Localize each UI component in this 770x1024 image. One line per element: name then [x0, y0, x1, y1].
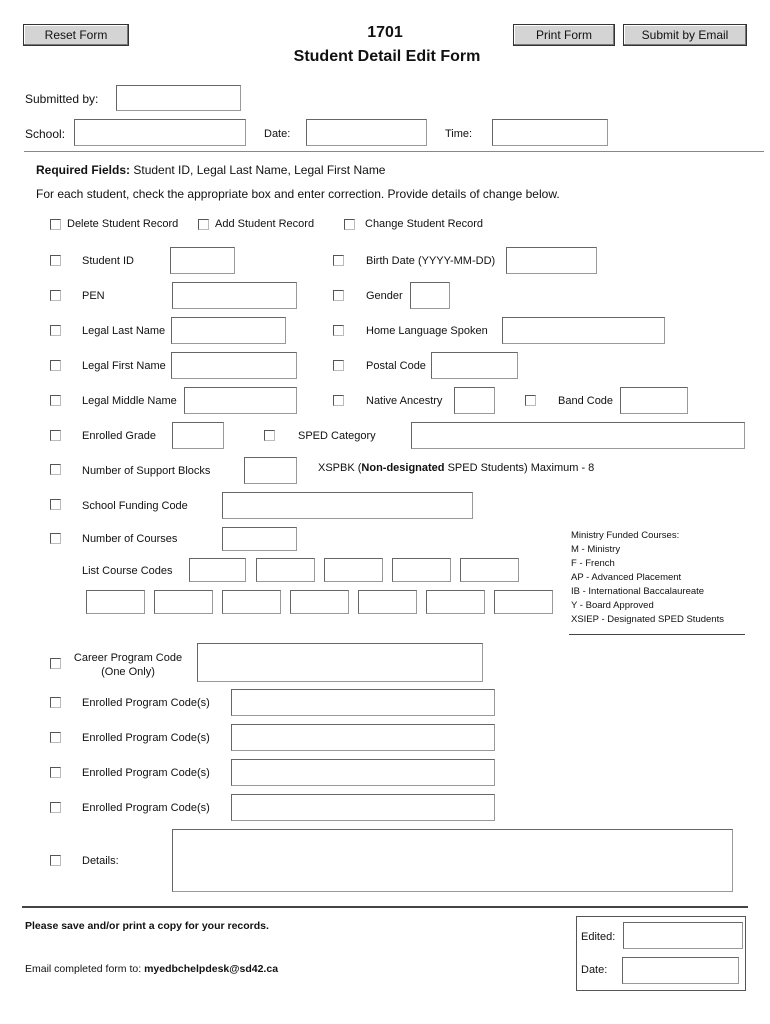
course-code-field[interactable]: [324, 558, 383, 582]
add-record-label: Add Student Record: [215, 218, 315, 230]
postal-code-checkbox[interactable]: [333, 360, 344, 371]
native-ancestry-field[interactable]: [454, 387, 495, 414]
legend-item: XSIEP - Designated SPED Students: [571, 614, 724, 625]
print-form-button[interactable]: Print Form: [513, 24, 615, 46]
course-code-field[interactable]: [460, 558, 519, 582]
date-field[interactable]: [306, 119, 427, 146]
enrolled-program-field[interactable]: [231, 689, 495, 716]
course-code-field[interactable]: [189, 558, 246, 582]
enrolled-program-checkbox[interactable]: [50, 802, 61, 813]
submit-by-email-button[interactable]: Submit by Email: [623, 24, 747, 46]
num-courses-field[interactable]: [222, 527, 297, 551]
edited-label: Edited:: [581, 931, 616, 943]
legal-first-name-field[interactable]: [171, 352, 297, 379]
details-field[interactable]: [172, 829, 733, 892]
course-code-field[interactable]: [222, 590, 281, 614]
sped-category-checkbox[interactable]: [264, 430, 275, 441]
footer-date-label: Date:: [581, 964, 608, 976]
form-number: 1701: [367, 24, 403, 41]
legend-item: IB - International Baccalaureate: [571, 586, 705, 597]
details-checkbox[interactable]: [50, 855, 61, 866]
change-record-checkbox[interactable]: [344, 219, 355, 230]
birth-date-checkbox[interactable]: [333, 255, 344, 266]
course-code-field[interactable]: [290, 590, 349, 614]
native-ancestry-label: Native Ancestry: [366, 395, 443, 407]
legend-underline: [569, 634, 745, 635]
course-code-field[interactable]: [426, 590, 485, 614]
enrolled-program-checkbox[interactable]: [50, 767, 61, 778]
divider-top: [24, 151, 764, 152]
school-label: School:: [25, 127, 66, 141]
legend-title: Ministry Funded Courses:: [571, 530, 680, 541]
required-fields-note: Required Fields: Student ID, Legal Last Name, Legal First Name: [36, 163, 386, 177]
pen-label: PEN: [82, 290, 105, 302]
legal-middle-name-label: Legal Middle Name: [82, 395, 177, 407]
change-record-label: Change Student Record: [365, 218, 484, 230]
reset-form-button[interactable]: Reset Form: [23, 24, 129, 46]
details-label: Details:: [82, 855, 119, 867]
form-title: Student Detail Edit Form: [293, 48, 481, 65]
footer-date-field[interactable]: [622, 957, 739, 984]
support-blocks-checkbox[interactable]: [50, 464, 61, 475]
student-id-field[interactable]: [170, 247, 235, 274]
course-code-field[interactable]: [86, 590, 145, 614]
native-ancestry-checkbox[interactable]: [333, 395, 344, 406]
student-id-label: Student ID: [82, 255, 134, 267]
enrolled-program-field[interactable]: [231, 724, 495, 751]
legal-first-name-checkbox[interactable]: [50, 360, 61, 371]
xspbk-note: XSPBK (Non-designated SPED Students) Maximum - 8: [318, 462, 595, 474]
student-id-checkbox[interactable]: [50, 255, 61, 266]
band-code-checkbox[interactable]: [525, 395, 536, 406]
pen-field[interactable]: [172, 282, 297, 309]
enrolled-program-label: Enrolled Program Code(s): [82, 767, 210, 779]
instruction-text: For each student, check the appropriate box and enter correction. Provide details of change below.: [36, 187, 560, 201]
divider-bottom: [22, 906, 748, 908]
course-code-field[interactable]: [392, 558, 451, 582]
home-language-checkbox[interactable]: [333, 325, 344, 336]
enrolled-program-label: Enrolled Program Code(s): [82, 732, 210, 744]
funding-code-field[interactable]: [222, 492, 473, 519]
course-code-field[interactable]: [494, 590, 553, 614]
legal-last-name-checkbox[interactable]: [50, 325, 61, 336]
ministry-courses-legend: [571, 529, 724, 627]
funding-code-checkbox[interactable]: [50, 499, 61, 510]
enrolled-program-field[interactable]: [231, 759, 495, 786]
add-record-checkbox[interactable]: [198, 219, 209, 230]
delete-record-checkbox[interactable]: [50, 219, 61, 230]
career-program-field[interactable]: [197, 643, 483, 682]
sped-category-label: SPED Category: [298, 430, 376, 442]
birth-date-label: Birth Date (YYYY-MM-DD): [366, 255, 496, 267]
time-label: Time:: [445, 128, 473, 140]
legend-item: AP - Advanced Placement: [571, 572, 682, 583]
date-label: Date:: [264, 128, 291, 140]
postal-code-label: Postal Code: [366, 360, 426, 372]
funding-code-label: School Funding Code: [82, 500, 188, 512]
num-courses-label: Number of Courses: [82, 533, 178, 545]
career-program-label: Career Program Code (One Only): [73, 652, 183, 678]
pen-checkbox[interactable]: [50, 290, 61, 301]
school-field[interactable]: [74, 119, 246, 146]
legal-last-name-field[interactable]: [171, 317, 286, 344]
submitted-by-label: Submitted by:: [25, 92, 99, 106]
enrolled-grade-field[interactable]: [172, 422, 224, 449]
num-courses-checkbox[interactable]: [50, 533, 61, 544]
delete-record-label: Delete Student Record: [67, 218, 179, 230]
support-blocks-label: Number of Support Blocks: [82, 465, 211, 477]
legend-item: M - Ministry: [571, 544, 621, 555]
enrolled-program-field[interactable]: [231, 794, 495, 821]
legend-item: F - French: [571, 558, 615, 569]
gender-field[interactable]: [410, 282, 450, 309]
course-code-field[interactable]: [256, 558, 315, 582]
legal-middle-name-checkbox[interactable]: [50, 395, 61, 406]
course-code-field[interactable]: [358, 590, 417, 614]
legal-first-name-label: Legal First Name: [82, 360, 166, 372]
gender-label: Gender: [366, 290, 403, 302]
home-language-field[interactable]: [502, 317, 665, 344]
legend-item: Y - Board Approved: [571, 600, 654, 611]
home-language-label: Home Language Spoken: [366, 325, 488, 337]
enrolled-program-checkbox[interactable]: [50, 697, 61, 708]
enrolled-grade-label: Enrolled Grade: [82, 430, 156, 442]
enrolled-program-label: Enrolled Program Code(s): [82, 802, 210, 814]
band-code-field[interactable]: [620, 387, 688, 414]
support-blocks-field[interactable]: [244, 457, 297, 484]
gender-checkbox[interactable]: [333, 290, 344, 301]
email-note: Email completed form to: myedbchelpdesk@sd42.ca: [25, 963, 279, 975]
enrolled-program-label: Enrolled Program Code(s): [82, 697, 210, 709]
enrolled-program-checkbox[interactable]: [50, 732, 61, 743]
list-courses-label: List Course Codes: [82, 565, 173, 577]
legal-last-name-label: Legal Last Name: [82, 325, 166, 337]
legal-middle-name-field[interactable]: [184, 387, 297, 414]
course-code-field[interactable]: [154, 590, 213, 614]
postal-code-field[interactable]: [431, 352, 518, 379]
time-field[interactable]: [492, 119, 608, 146]
enrolled-grade-checkbox[interactable]: [50, 430, 61, 441]
submitted-by-field[interactable]: [116, 85, 241, 111]
career-program-checkbox[interactable]: [50, 658, 61, 669]
save-note: Please save and/or print a copy for your records.: [25, 920, 269, 932]
birth-date-field[interactable]: [506, 247, 597, 274]
edited-field[interactable]: [623, 922, 743, 949]
sped-category-field[interactable]: [411, 422, 745, 449]
band-code-label: Band Code: [558, 395, 614, 407]
